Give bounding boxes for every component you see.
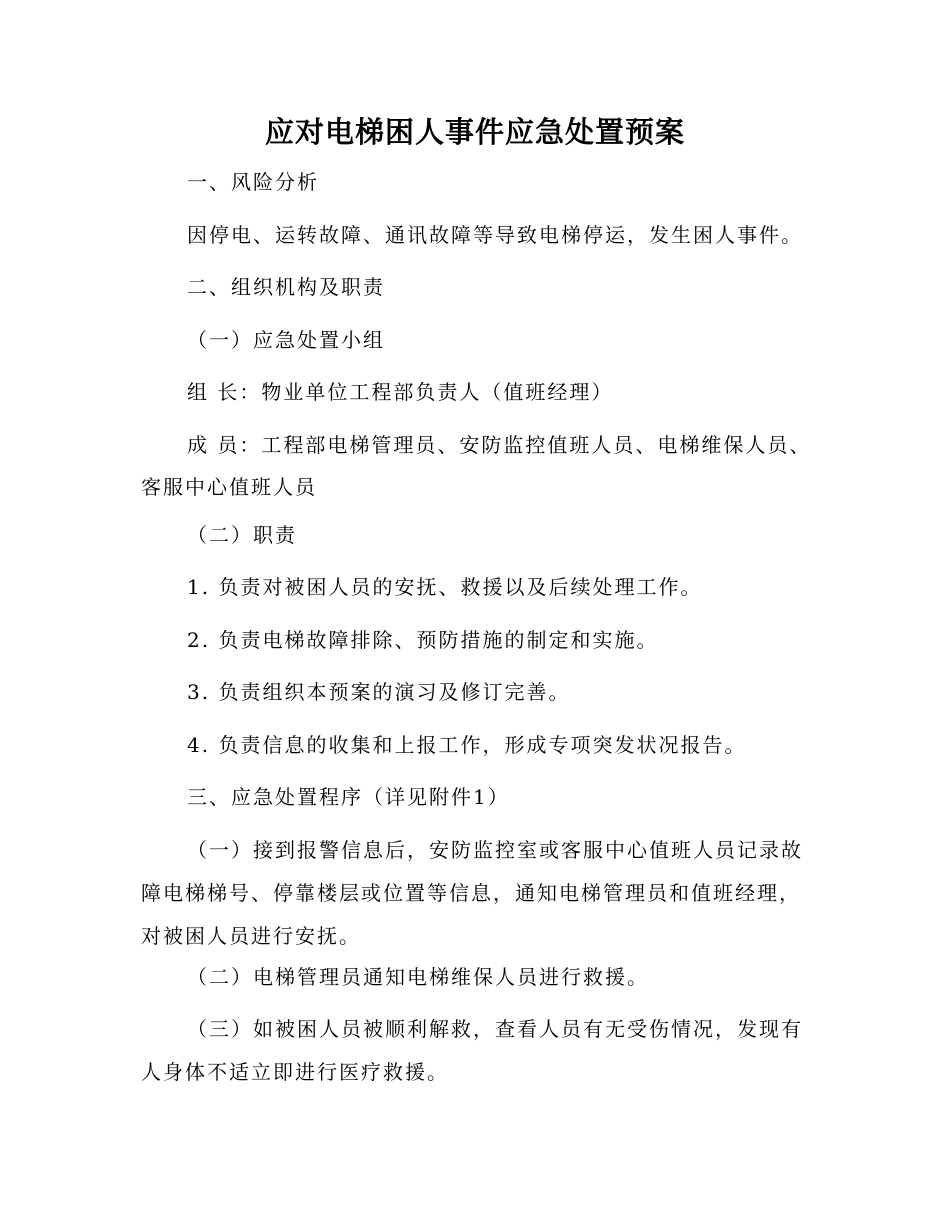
duty-item-4: 4. 负责信息的收集和上报工作，形成专项突发状况报告。: [187, 733, 747, 757]
group-heading: （一）应急处置小组: [187, 328, 385, 352]
procedure-heading: 三、应急处置程序（详见附件1）: [187, 785, 510, 809]
duty-heading: （二）职责: [187, 523, 297, 547]
procedure-step-1: [141, 830, 801, 956]
members-paragraph: [141, 425, 812, 507]
duty-item-1: 1. 负责对被困人员的安抚、救援以及后续处理工作。: [187, 575, 703, 599]
risk-text: 因停电、运转故障、通讯故障等导致电梯停运，发生困人事件。: [187, 223, 803, 247]
leader-line: 组 长：物业单位工程部负责人（值班经理）: [187, 380, 614, 404]
duty-item-3: 3. 负责组织本预案的演习及修订完善。: [187, 680, 571, 704]
step-1-line-2: 障电梯梯号、停靠楼层或位置等信息，通知电梯管理员和值班经理，: [141, 881, 801, 905]
procedure-step-3: [141, 1009, 801, 1092]
org-heading: 二、组织机构及职责: [187, 275, 385, 299]
step-3-line-2: 人身体不适立即进行医疗救援。: [141, 1060, 449, 1084]
duty-item-2: 2. 负责电梯故障排除、预防措施的制定和实施。: [187, 628, 659, 652]
risk-heading: 一、风险分析: [187, 170, 319, 194]
procedure-step-2: （二）电梯管理员通知电梯维保人员进行救援。: [187, 965, 649, 989]
step-3-line-1: （三）如被困人员被顺利解救，查看人员有无受伤情况，发现有: [187, 1017, 803, 1041]
step-1-line-3: 对被困人员进行安抚。: [141, 924, 361, 948]
members-line-1: 成 员：工程部电梯管理员、安防监控值班人员、电梯维保人员、: [187, 433, 812, 457]
step-1-line-1: （一）接到报警信息后，安防监控室或客服中心值班人员记录故: [187, 838, 803, 862]
document-title: 应对电梯困人事件应急处置预案: [264, 115, 685, 149]
members-line-2: 客服中心值班人员: [141, 475, 317, 499]
